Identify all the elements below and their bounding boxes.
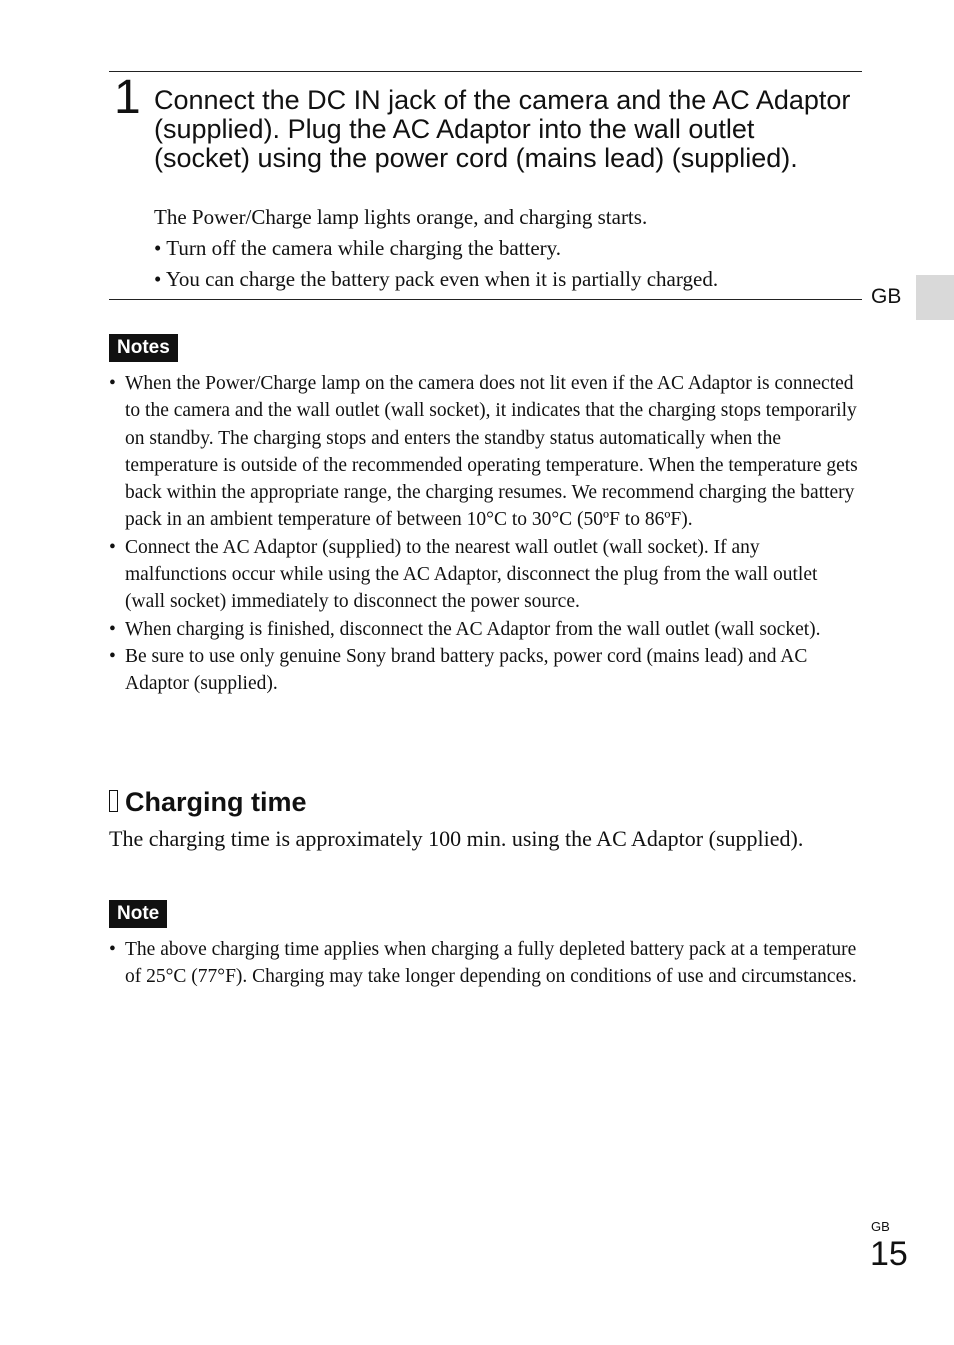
step-bullet: • Turn off the camera while charging the battery.	[154, 236, 562, 260]
side-tab	[916, 275, 954, 320]
note-label: Note	[109, 900, 167, 928]
step-bullet: • You can charge the battery pack even when it is partially charged.	[154, 267, 719, 291]
note-item: • Connect the AC Adaptor (supplied) to the nearest wall outlet (wall socket). If any malfunctions occur while using the AC Adaptor, disconnect the plug from the wall outlet (wall socket) immediately to disconnect the power source.	[109, 536, 818, 613]
step-description: The Power/Charge lamp lights orange, and charging starts.	[154, 205, 648, 229]
note-item: • The above charging time applies when charging a fully depleted battery pack at a temperature of 25°C (77°F). Charging may take longer depending on conditions of use and circumstances.	[109, 939, 857, 988]
page-number: 15	[870, 1235, 908, 1273]
step-bullet-list	[154, 233, 718, 295]
notes-list	[109, 370, 861, 698]
notes-label: Notes	[109, 334, 178, 362]
section-body: The charging time is approximately 100 min. using the AC Adaptor (supplied).	[109, 826, 804, 851]
step-title: Connect the DC IN jack of the camera and the AC Adaptor (supplied). Plug the AC Adaptor into the wall outlet (socket) using the power cord (mains lead) (supplied).	[154, 85, 851, 173]
step-number: 1	[114, 71, 141, 124]
bottom-divider	[109, 299, 862, 300]
note-item: • When charging is finished, disconnect the AC Adaptor from the wall outlet (wall socket).	[109, 618, 821, 640]
section-heading: Charging time	[109, 785, 307, 819]
note-item: • When the Power/Charge lamp on the camera does not lit even if the AC Adaptor is connected to the camera and the wall outlet (wall socket), it indicates that the charging stops temporarily on standby. The charging stops and enters the standby status automatically when the temperature is outside of the recommended operating temperature. When the temperature gets back within the appropriate range, the charging resumes. We recommend charging the battery pack in an ambient temperature of between 10°C to 30°C (50ºF to 86ºF).	[109, 373, 858, 531]
note-list	[109, 936, 861, 991]
note-item: • Be sure to use only genuine Sony brand battery packs, power cord (mains lead) and AC Adaptor (supplied).	[109, 645, 808, 695]
side-tab-label: GB	[871, 285, 902, 308]
top-divider	[109, 71, 862, 72]
footer-region: GB	[871, 1219, 890, 1234]
section-marker-icon	[109, 790, 118, 812]
